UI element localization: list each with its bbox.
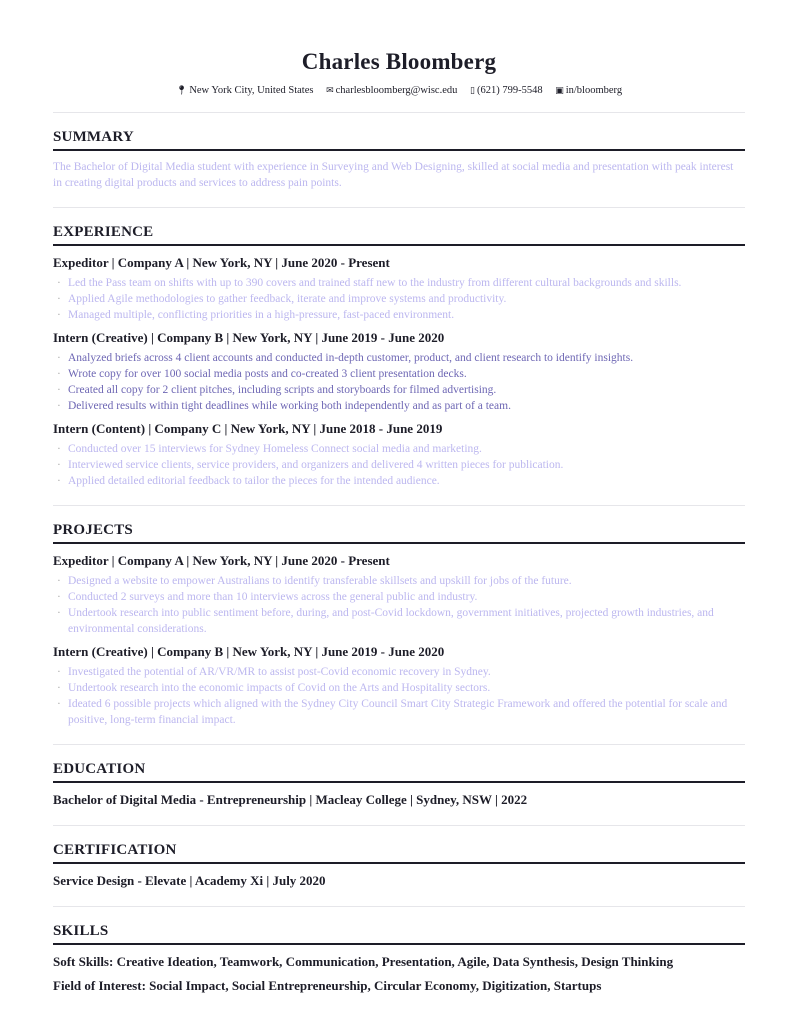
certification-section: [53, 826, 745, 906]
job-bullets: [53, 350, 745, 414]
bullet: · Undertook research into the economic impacts of Covid on the Arts and Hospitality sectors.: [68, 680, 745, 696]
skills-section: [53, 907, 745, 1017]
bullet: · Managed multiple, conflicting priorities in a high-pressure, fast-paced environment.: [68, 307, 745, 323]
section-heading: CERTIFICATION: [53, 842, 177, 858]
email-text: charlesbloomberg@wisc.edu: [335, 85, 458, 96]
job-bullets: [53, 275, 745, 323]
experience-section: [53, 208, 745, 505]
location-text: New York City, United States: [189, 85, 314, 96]
project-bullets: [53, 573, 745, 637]
bullet: · Applied detailed editorial feedback to tailor the pieces for the intended audience.: [68, 473, 745, 489]
job-bullets: [53, 441, 745, 489]
bullet: · Created all copy for 2 client pitches, including scripts and storyboards for filmed advertising.: [68, 382, 745, 398]
summary-text: The Bachelor of Digital Media student with experience in Surveying and Web Designing, skilled at social media and presentation with peak interest in creating digital products and services to address pain points.: [53, 161, 734, 189]
phone-icon: ▯: [470, 85, 475, 95]
map-pin-icon: 📍︎: [175, 85, 188, 95]
fields-of-interest: Field of Interest: Social Impact, Social Entrepreneurship, Circular Economy, Digitization, Startups: [53, 978, 602, 993]
project-heading: Intern (Creative) | Company B | New York, NY | June 2019 - June 2020: [53, 644, 445, 659]
phone-text: (621) 799-5548: [476, 85, 543, 96]
section-heading: PROJECTS: [53, 522, 133, 538]
linkedin-text: in/bloomberg: [565, 85, 623, 96]
job-heading: Intern (Content) | Company C | New York, NY | June 2018 - June 2019: [53, 421, 443, 436]
bullet: · Designed a website to empower Australians to identify transferable skillsets and upskill for jobs of the future.: [68, 573, 745, 589]
job-heading: Expeditor | Company A | New York, NY | June 2020 - Present: [53, 255, 390, 270]
location: [176, 85, 314, 96]
section-heading: SUMMARY: [53, 129, 134, 145]
heading-rule: [53, 781, 745, 783]
bullet: · Investigated the potential of AR/VR/MR to assist post-Covid economic recovery in Sydney.: [68, 664, 745, 680]
bullet: · Led the Pass team on shifts with up to 390 covers and trained staff new to the industry from different cultural backgrounds and skills.: [68, 275, 745, 291]
heading-rule: [53, 542, 745, 544]
candidate-name: Charles Bloomberg: [301, 49, 497, 74]
heading-rule: [53, 943, 745, 945]
bullet: · Interviewed service clients, service providers, and organizers and delivered 4 written pieces for publication.: [68, 457, 745, 473]
bullet: · Ideated 6 possible projects which aligned with the Sydney City Council Smart City Strategic Framework and offered the potential for scale and positive, long-term financial impact.: [68, 696, 745, 728]
contact-info: [53, 83, 745, 98]
bullet: · Delivered results within tight deadlines while working both independently and as part of a team.: [68, 398, 745, 414]
heading-rule: [53, 149, 745, 151]
project-heading: Expeditor | Company A | New York, NY | June 2020 - Present: [53, 553, 390, 568]
section-heading: SKILLS: [53, 923, 109, 939]
soft-skills: Soft Skills: Creative Ideation, Teamwork, Communication, Presentation, Agile, Data Synthesis, Design Thinking: [53, 954, 674, 969]
linkedin-icon: ▣: [555, 85, 564, 95]
bullet: · Undertook research into public sentiment before, during, and post-Covid lockdown, government initiatives, projected growth industries, and environmental considerations.: [68, 605, 745, 637]
job-heading: Intern (Creative) | Company B | New York, NY | June 2019 - June 2020: [53, 330, 445, 345]
envelope-icon: ✉: [326, 85, 334, 95]
education-section: [53, 745, 745, 825]
projects-section: [53, 506, 745, 744]
bullet: · Conducted 2 surveys and more than 10 interviews across the general public and industry.: [68, 589, 745, 605]
bullet: · Applied Agile methodologies to gather feedback, iterate and improve systems and productivity.: [68, 291, 745, 307]
certification-entry: Service Design - Elevate | Academy Xi | July 2020: [53, 873, 326, 888]
phone: [470, 85, 543, 96]
bullet: · Wrote copy for over 100 social media posts and co-created 3 client presentation decks.: [68, 366, 745, 382]
email-link[interactable]: [326, 85, 457, 96]
project-bullets: [53, 664, 745, 728]
heading-rule: [53, 862, 745, 864]
summary-section: [53, 113, 745, 207]
linkedin-link[interactable]: [555, 85, 622, 96]
education-entry: Bachelor of Digital Media - Entrepreneurship | Macleay College | Sydney, NSW | 2022: [53, 792, 528, 807]
bullet: · Conducted over 15 interviews for Sydney Homeless Connect social media and marketing.: [68, 441, 745, 457]
section-heading: EDUCATION: [53, 761, 146, 777]
heading-rule: [53, 244, 745, 246]
bullet: · Analyzed briefs across 4 client accounts and conducted in-depth customer, product, and client research to identify insights.: [68, 350, 745, 366]
section-heading: EXPERIENCE: [53, 224, 154, 240]
